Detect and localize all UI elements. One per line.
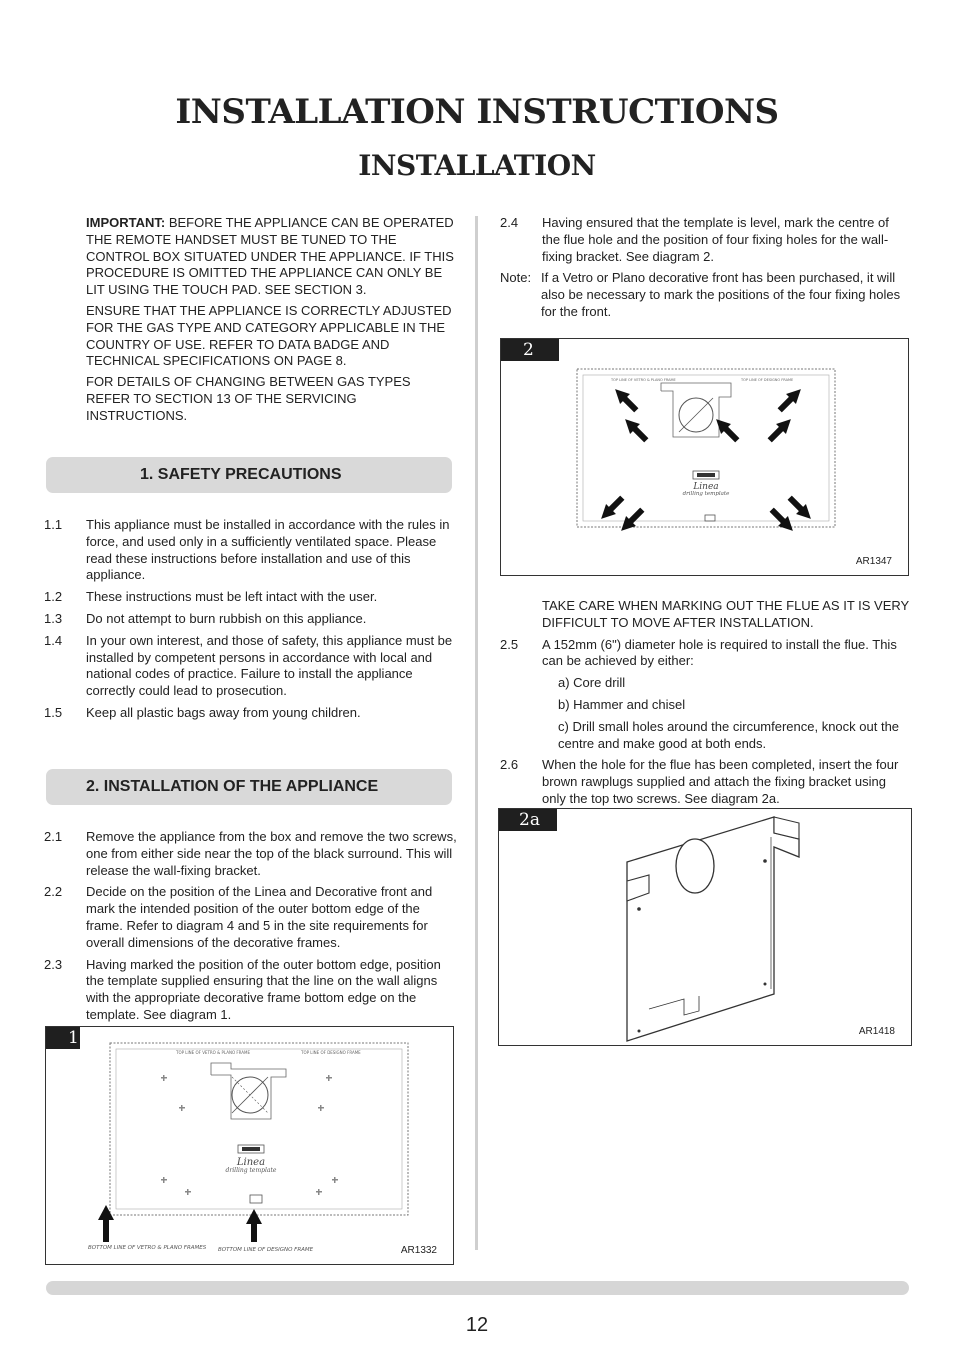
list-item bbox=[500, 757, 910, 807]
gas-type-paragraph: ENSURE THAT THE APPLIANCE IS CORRECTLY ADJUSTED FOR THE GAS TYPE AND CATEGORY APPLICABLE IN THE COUNTRY OF USE. REFER TO DATA BADGE AND TECHNICAL SPECIFICATIONS ON PAGE 8. bbox=[86, 302, 452, 369]
important-label: IMPORTANT: bbox=[86, 215, 166, 230]
arrow-up-icon bbox=[98, 1205, 114, 1242]
caption-designo: BOTTOM LINE OF DESIGNO FRAME bbox=[218, 1247, 314, 1253]
list-item bbox=[500, 637, 910, 671]
list-item bbox=[44, 611, 458, 628]
figure-tag-1: 1 bbox=[46, 1027, 80, 1049]
option-item: b) Hammer and chisel bbox=[558, 696, 686, 712]
note-text: If a Vetro or Plano decorative front has been purchased, it will also be necessary to mark the positions of the four fixing holes for the front. bbox=[541, 270, 901, 319]
arrow-icon bbox=[596, 493, 627, 524]
figure-ref-2: AR1347 bbox=[855, 556, 892, 567]
svg-text:TOP LINE OF VETRO & PLANO FRAM: TOP LINE OF VETRO & PLANO FRAME bbox=[176, 1050, 251, 1055]
column-divider bbox=[475, 216, 478, 1250]
arrow-icon bbox=[775, 384, 806, 415]
bracket-drawing bbox=[499, 809, 913, 1047]
item-number: 2.2 bbox=[44, 884, 63, 900]
intro-block bbox=[86, 215, 458, 429]
svg-text:TOP LINE OF DESIGNO FRAME: TOP LINE OF DESIGNO FRAME bbox=[741, 378, 794, 382]
item-number: 2.1 bbox=[44, 829, 63, 844]
item-number: 1.5 bbox=[44, 704, 63, 720]
page-title: INSTALLATION INSTRUCTIONS bbox=[175, 92, 779, 132]
note-label: Note: bbox=[500, 270, 532, 286]
list-item bbox=[44, 705, 458, 722]
page-number: 12 bbox=[465, 1314, 489, 1336]
arrow-icon bbox=[610, 384, 641, 415]
item-text: Keep all plastic bags away from young children. bbox=[86, 704, 361, 720]
caption-vetro-plano: BOTTOM LINE OF VETRO & PLANO FRAMES bbox=[88, 1245, 207, 1251]
installation-list bbox=[44, 829, 458, 1029]
item-text: In your own interest, and those of safety, this appliance must be installed by competent persons in accordance with local and national codes of practice. Failure to install the appliance correctly could lead to prosecution. bbox=[86, 632, 453, 699]
arrow-icon bbox=[616, 505, 647, 536]
right-middle-block bbox=[500, 598, 910, 813]
option-item: a) Core drill bbox=[558, 675, 626, 691]
figure-tag-2: 2 bbox=[501, 339, 559, 361]
item-text: Decide on the position of the Linea and Decorative front and mark the intended position of the outer bottom edge of the frame. Refer to diagram 4 and 5 in the site requirements for overall dimensions of the decorative frames. bbox=[86, 884, 433, 950]
list-item bbox=[500, 215, 910, 265]
arrow-icon bbox=[620, 414, 651, 445]
list-item bbox=[44, 517, 458, 584]
right-top-block bbox=[500, 215, 910, 326]
list-item bbox=[44, 589, 458, 606]
template-drawing-2 bbox=[501, 339, 910, 577]
list-item bbox=[44, 829, 458, 879]
footer-bar bbox=[46, 1281, 909, 1295]
caution-text: TAKE CARE WHEN MARKING OUT THE FLUE AS IT IS VERY DIFFICULT TO MOVE AFTER INSTALLATION. bbox=[542, 598, 909, 630]
item-number: 2.3 bbox=[44, 956, 63, 972]
template-drawing-1 bbox=[46, 1027, 455, 1266]
svg-text:TOP LINE OF DESIGNO FRAME: TOP LINE OF DESIGNO FRAME bbox=[301, 1050, 361, 1055]
arrow-icon bbox=[765, 414, 796, 445]
item-number: 1.1 bbox=[44, 517, 63, 532]
item-number: 1.4 bbox=[44, 632, 63, 648]
item-number: 2.6 bbox=[500, 757, 519, 773]
item-text: This appliance must be installed in accordance with the rules in force, and used only in a sufficiently ventilated space. Please read these instructions before installation and use of this appliance. bbox=[86, 517, 450, 583]
section-heading-installation: 2. INSTALLATION OF THE APPLIANCE bbox=[46, 769, 452, 805]
diagram-2 bbox=[500, 338, 909, 576]
option-item: c) Drill small holes around the circumference, knock out the centre and make good at both ends. bbox=[558, 718, 900, 751]
template-label-1: drilling template bbox=[225, 1167, 277, 1174]
arrow-up-icon bbox=[246, 1209, 262, 1242]
template-brand-1: Linea bbox=[236, 1157, 266, 1168]
arrow-icon bbox=[767, 505, 798, 536]
figure-ref-1: AR1332 bbox=[400, 1245, 437, 1256]
arrow-icon bbox=[785, 493, 816, 524]
note-item bbox=[500, 270, 910, 320]
figure-tag-2a: 2a bbox=[499, 809, 557, 831]
item-text: Do not attempt to burn rubbish on this appliance. bbox=[86, 610, 367, 626]
item-text: These instructions must be left intact with the user. bbox=[86, 589, 378, 605]
arrow-icon bbox=[711, 414, 742, 445]
item-text: A 152mm (6") diameter hole is required to install the flue. This can be achieved by either: bbox=[542, 636, 897, 669]
page-subtitle: INSTALLATION bbox=[358, 149, 596, 182]
diagram-2a bbox=[498, 808, 912, 1046]
item-number: 2.5 bbox=[500, 636, 519, 652]
item-text: When the hole for the flue has been completed, insert the four brown rawplugs supplied and attach the fixing bracket using only the top two screws. See diagram 2a. bbox=[542, 757, 899, 806]
servicing-paragraph: FOR DETAILS OF CHANGING BETWEEN GAS TYPES REFER TO SECTION 13 OF THE SERVICING INSTRUCTIONS. bbox=[86, 374, 411, 423]
safety-list bbox=[44, 517, 458, 727]
important-text: BEFORE THE APPLIANCE CAN BE OPERATED THE REMOTE HANDSET MUST BE TUNED TO THE CONTROL BOX SITUATED UNDER THE APPLIANCE. IF THIS PROCEDURE IS OMITTED THE APPLIANCE CAN ONLY BE LIT USING THE TOUCH PAD. SEE SECTION 3. bbox=[86, 215, 454, 298]
item-number: 2.4 bbox=[500, 215, 519, 230]
item-text: Having ensured that the template is level, mark the centre of the flue hole and the position of four fixing holes for the wall-fixing bracket. See diagram 2. bbox=[542, 215, 889, 264]
template-brand-2: Linea bbox=[693, 482, 719, 492]
list-item bbox=[44, 633, 458, 700]
diagram-1 bbox=[45, 1026, 454, 1265]
section-heading-safety: 1. SAFETY PRECAUTIONS bbox=[46, 457, 452, 493]
item-number: 1.3 bbox=[44, 610, 63, 626]
item-number: 1.2 bbox=[44, 589, 63, 605]
figure-ref-2a: AR1418 bbox=[858, 1026, 895, 1037]
caution-paragraph bbox=[500, 598, 910, 632]
list-item bbox=[44, 957, 458, 1024]
item-text: Remove the appliance from the box and remove the two screws, one from either side near the top of the black surround. This will release the wall-fixing bracket. bbox=[86, 829, 457, 878]
important-paragraph bbox=[86, 215, 458, 299]
list-item bbox=[44, 884, 458, 951]
svg-text:TOP LINE OF VETRO & PLANO FRAM: TOP LINE OF VETRO & PLANO FRAME bbox=[611, 378, 676, 382]
item-text: Having marked the position of the outer bottom edge, position the template supplied ensuring that the line on the wall aligns with the appropriate decorative frame bottom edge on the template. See diagram 1. bbox=[86, 956, 441, 1022]
template-label-2: drilling template bbox=[682, 491, 730, 497]
